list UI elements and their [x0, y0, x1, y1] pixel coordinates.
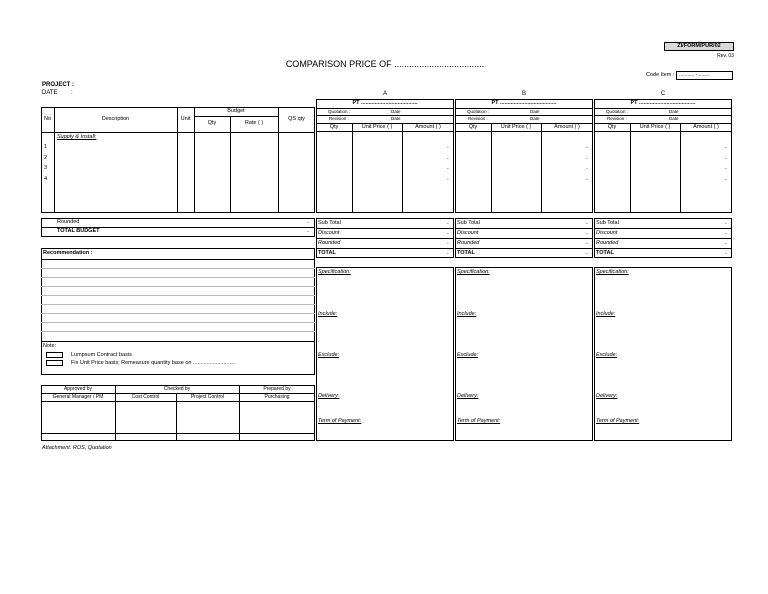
row-number-1: 1 — [44, 144, 48, 150]
amount-header: Amount ( ) — [415, 124, 441, 130]
sub-total-label: Sub Total — [596, 220, 619, 226]
rounded-value: - — [725, 241, 727, 247]
delivery-label: Delivery: — [318, 393, 340, 399]
date-label: DATE — [42, 90, 58, 96]
revision-date-label: Date — [669, 116, 679, 121]
date-colon: : — [71, 90, 73, 96]
total-label: TOTAL — [457, 250, 475, 256]
cost-control-label: Cost Control — [131, 394, 160, 400]
revision-label: Rev. 03 — [717, 53, 734, 59]
fix-unit-price-label: Fix Unit Price basis; Remeasure quantity base on ............................ — [71, 360, 236, 366]
code-item-value: ........... - ........ — [679, 72, 710, 78]
col-qty: Qty — [207, 120, 217, 126]
col-no: No — [43, 116, 52, 122]
amount-row-2: - — [447, 156, 449, 162]
rounded-label: Rounded — [57, 219, 80, 225]
total-budget-value: - — [307, 229, 309, 235]
specification-label: Specification: — [318, 269, 351, 275]
amount-row-1: - — [725, 145, 727, 151]
recommendation-label: Recommendation : — [43, 250, 93, 256]
unit-price-header: Unit Price ( ) — [500, 124, 532, 130]
lumpsum-checkbox[interactable] — [46, 352, 63, 358]
revision-label: Revision : — [329, 116, 349, 121]
exclude-label: Exclude: — [596, 352, 618, 358]
revision-date-label: Date — [530, 116, 540, 121]
attachment-label: Attachment: ROS, Quotation — [42, 445, 112, 451]
col-description: Description — [101, 116, 130, 122]
vendor-letter: A — [382, 91, 387, 97]
include-label: Include: — [457, 311, 477, 317]
purchasing-label: Purchasing — [264, 394, 290, 400]
amount-row-4: - — [586, 177, 588, 183]
total-value: - — [586, 251, 588, 257]
amount-row-4: - — [447, 177, 449, 183]
project-control-label: Project Control — [190, 394, 225, 400]
row-number-3: 3 — [44, 165, 48, 171]
quotation-date-label: Date — [669, 109, 679, 114]
unit-price-header: Unit Price ( ) — [361, 124, 393, 130]
sub-total-value: - — [447, 221, 449, 227]
delivery-label: Delivery: — [596, 393, 618, 399]
rounded-value: - — [307, 220, 309, 226]
total-budget-label: TOTAL BUDGET — [57, 228, 100, 234]
exclude-label: Exclude: — [318, 352, 340, 358]
revision-date-label: Date — [391, 116, 401, 121]
total-label: TOTAL — [318, 250, 336, 256]
term-of-payment-label: Term of Payment: — [596, 418, 640, 424]
col-qs-qty: QS qty — [288, 116, 305, 122]
lumpsum-label: Lumpsum Contract basis — [71, 352, 132, 358]
amount-row-3: - — [447, 166, 449, 172]
amount-header: Amount ( ) — [554, 124, 580, 130]
total-value: - — [447, 251, 449, 257]
vendor-pt-name: PT ..................................... — [630, 100, 696, 106]
quotation-label: Quotation : — [328, 109, 351, 114]
include-label: Include: — [318, 311, 338, 317]
sub-total-value: - — [725, 221, 727, 227]
amount-row-3: - — [725, 166, 727, 172]
amount-row-1: - — [447, 145, 449, 151]
delivery-label: Delivery: — [457, 393, 479, 399]
amount-row-2: - — [586, 156, 588, 162]
sub-total-value: - — [586, 221, 588, 227]
col-rate: Rate ( ) — [244, 120, 264, 126]
amount-row-2: - — [725, 156, 727, 162]
unit-price-header: Unit Price ( ) — [639, 124, 671, 130]
quotation-label: Quotation : — [467, 109, 490, 114]
amount-header: Amount ( ) — [693, 124, 719, 130]
col-unit: Unit — [180, 116, 191, 122]
specification-label: Specification: — [457, 269, 490, 275]
quotation-date-label: Date — [530, 109, 540, 114]
revision-label: Revision : — [468, 116, 488, 121]
row-number-4: 4 — [44, 176, 48, 182]
discount-value: - — [725, 231, 727, 237]
discount-value: - — [447, 231, 449, 237]
checked-by-label: Checked by — [163, 386, 191, 392]
discount-label: Discount — [596, 230, 618, 236]
vendor-pt-name: PT ..................................... — [352, 100, 418, 106]
revision-label: Revision : — [607, 116, 627, 121]
term-of-payment-label: Term of Payment: — [318, 418, 362, 424]
prepared-by-label: Prepared by — [263, 386, 291, 392]
amount-row-3: - — [586, 166, 588, 172]
amount-row-4: - — [725, 177, 727, 183]
rounded-label: Rounded — [596, 240, 619, 246]
total-label: TOTAL — [596, 250, 614, 256]
term-of-payment-label: Term of Payment: — [457, 418, 501, 424]
sub-total-label: Sub Total — [318, 220, 341, 226]
qty-header: Qty — [329, 124, 339, 130]
vendor-letter: B — [521, 91, 526, 97]
exclude-label: Exclude: — [457, 352, 479, 358]
quotation-label: Quotation : — [606, 109, 629, 114]
include-label: Include: — [596, 311, 616, 317]
discount-value: - — [586, 231, 588, 237]
specification-label: Specification: — [596, 269, 629, 275]
rounded-value: - — [586, 241, 588, 247]
qty-header: Qty — [468, 124, 478, 130]
approved-by-label: Approved by — [63, 386, 93, 392]
rounded-label: Rounded — [457, 240, 480, 246]
total-value: - — [725, 251, 727, 257]
vendor-letter: C — [660, 91, 666, 97]
qty-header: Qty — [607, 124, 617, 130]
project-label: PROJECT : — [42, 82, 75, 88]
note-label: Note: — [43, 343, 57, 349]
rounded-value: - — [447, 241, 449, 247]
vendor-pt-name: PT ..................................... — [491, 100, 557, 106]
supply-install-label: Supply & Install: — [57, 134, 97, 140]
code-item-label: Code Item : — [646, 72, 675, 78]
discount-label: Discount — [318, 230, 340, 236]
sub-total-label: Sub Total — [457, 220, 480, 226]
page-title: COMPARISON PRICE OF .................................... — [285, 59, 485, 69]
col-budget: Budget — [227, 108, 245, 114]
form-code: ZI/FORM/PUR/02 — [677, 43, 721, 49]
amount-row-1: - — [586, 145, 588, 151]
discount-label: Discount — [457, 230, 479, 236]
rounded-label: Rounded — [318, 240, 341, 246]
gm-pm-label: General Manager / PM — [52, 394, 104, 400]
quotation-date-label: Date — [391, 109, 401, 114]
row-number-2: 2 — [44, 155, 48, 161]
fix-unit-price-checkbox[interactable] — [46, 360, 63, 366]
